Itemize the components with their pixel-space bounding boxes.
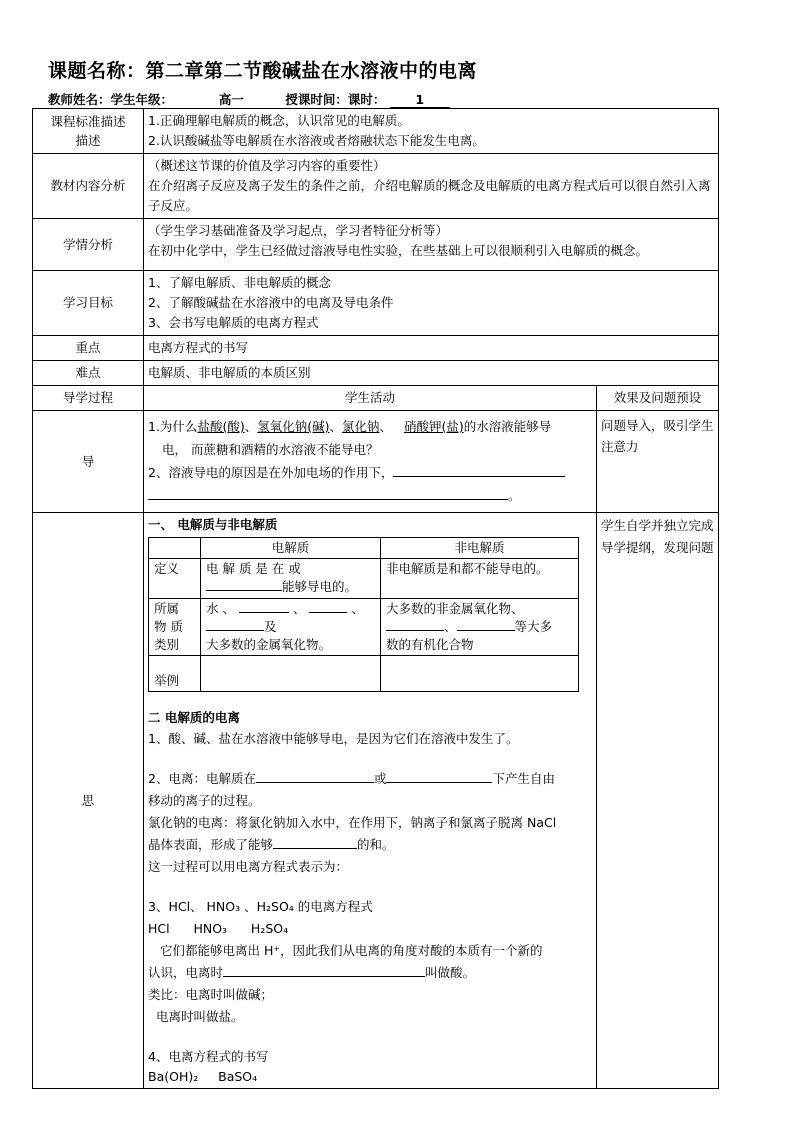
class-elec-line-3: 大多数的金属氧化物。 <box>206 637 332 652</box>
q2-end: 。 <box>508 488 521 503</box>
goal-1: 1、了解电解质、非电解质的概念 <box>148 275 331 290</box>
think-p8: 类比：电离时叫做碱； <box>148 987 274 1002</box>
table-class-nonelectrolyte <box>381 599 579 656</box>
row-difficulty <box>33 361 719 386</box>
goals-label: 学习目标 <box>33 271 144 336</box>
think-p5: 3、HCl、 HNO₃ 、H₂SO₄ 的电离方程式 <box>148 899 373 914</box>
p2-c: 下产生自由 <box>492 771 555 786</box>
content-line-2: 在介绍离子反应及离子发生的条件之前，介绍电解质的概念及电解质的电离方程式后可以很自然引入离子反应。 <box>148 178 711 213</box>
row-think <box>33 513 719 1089</box>
class-elec-blank-2[interactable] <box>309 612 347 613</box>
key-content: 电离方程式的书写 <box>144 336 719 361</box>
p3-c: 的和。 <box>357 837 395 852</box>
class-nonelec-blank-2[interactable] <box>457 630 515 631</box>
lesson-plan-table <box>32 108 719 1089</box>
row-key <box>33 336 719 361</box>
learner-line-2: 在初中化学中，学生已经做过溶液导电性实验，在些基础上可以很顺利引入电解质的概念。 <box>148 243 649 258</box>
page-title: 课题名称：第二章第二节酸碱盐在水溶液中的电离 <box>48 60 478 82</box>
class-elec-water: 水 、 <box>206 601 235 616</box>
think-p2-cont: 移动的离子的过程。 <box>148 793 261 808</box>
process-col-3: 效果及问题预设 <box>597 386 719 411</box>
think-note: 学生自学并独立完成导学提纲，发现问题 <box>597 513 719 1089</box>
row-goals <box>33 271 719 336</box>
def-elec-blank[interactable] <box>206 590 282 591</box>
think-p9: 电离时叫做盐。 <box>156 1009 244 1024</box>
class-nonelec-blank-1[interactable] <box>386 630 444 631</box>
class-elec-blank-3[interactable] <box>206 630 264 631</box>
section-1-title: 一、 电解质与非电解质 <box>148 517 278 532</box>
table-def-nonelectrolyte: 非电解质是和都不能导电的。 <box>381 559 579 599</box>
row-process-header <box>33 386 719 411</box>
think-p10: 4、电离方程式的书写 <box>148 1049 269 1064</box>
row-content <box>33 154 719 219</box>
think-p3-cont <box>148 834 592 856</box>
q1-tail: 的水溶液能够导 <box>463 419 552 434</box>
q1-base: 氢氧化钠(碱) <box>257 419 330 434</box>
class-elec-and: 及 <box>264 619 277 634</box>
standard-line-1: 1.正确理解电解质的概念，认识常见的电解质。 <box>148 113 410 128</box>
row-learner <box>33 219 719 271</box>
p7-b: 认识，电离时 <box>148 965 224 980</box>
think-p7-cont <box>148 962 592 984</box>
guide-label: 导 <box>33 411 144 513</box>
p2-blank-2[interactable] <box>386 782 492 783</box>
class-nonelec-tail: 等大多 <box>514 619 553 634</box>
think-p4: 这一过程可以用电离方程式表示为： <box>148 859 349 874</box>
table-class-label <box>149 599 201 656</box>
content-label: 教材内容分析 <box>33 154 144 219</box>
def-elec-line-1: 电 解 质 是 在 或 <box>206 561 301 576</box>
goal-3: 3、会书写电解质的电离方程式 <box>148 315 319 330</box>
guide-question-2-cont <box>148 484 592 507</box>
q2-blank-1[interactable] <box>393 476 565 477</box>
think-p3: 氯化钠的电离：将氯化钠加入水中，在作用下，钠离子和氯离子脱离 NaCl <box>148 815 557 830</box>
p3-blank[interactable] <box>273 848 357 849</box>
formula-hno3: HNO₃ <box>193 921 228 936</box>
lesson-meta <box>48 90 450 109</box>
difficulty-content: 电解质、非电解质的本质区别 <box>144 361 719 386</box>
table-example-nonelectrolyte[interactable] <box>381 656 579 692</box>
standard-line-2: 2.认识酸碱盐等电解质在水溶液或者熔融状态下能发生电离。 <box>148 133 485 148</box>
row-guide <box>33 411 719 513</box>
key-label: 重点 <box>33 336 144 361</box>
table-def-electrolyte <box>201 559 381 599</box>
def-elec-line-2 <box>206 578 375 596</box>
example-label-text: 举例 <box>154 673 180 688</box>
q1-salt-2: 硝酸钾(盐) <box>403 419 464 434</box>
guide-question-1-cont: 电， 而蔗糖和酒精的水溶液不能导电？ <box>162 442 379 457</box>
think-p2 <box>148 768 592 790</box>
goals-content <box>144 271 719 336</box>
grade-value: 高一 <box>177 90 285 109</box>
table-head-nonelectrolyte: 非电解质 <box>381 538 579 559</box>
formula-baoh2: Ba(OH)₂ <box>148 1069 199 1084</box>
q1-salt-1: 氯化钠 <box>342 419 380 434</box>
learner-label: 学情分析 <box>33 219 144 271</box>
difficulty-label: 难点 <box>33 361 144 386</box>
table-example-label <box>149 656 201 692</box>
p2-a: 2、电离：电解质在 <box>148 771 256 786</box>
q2-blank-2[interactable] <box>148 499 508 500</box>
content-line-1: （概述这节课的价值及学习内容的重要性） <box>148 158 386 173</box>
time-label: 授课时间： <box>285 92 348 107</box>
table-corner <box>149 538 201 559</box>
q1-prefix: 1.为什么 <box>148 419 198 434</box>
electrolyte-table <box>148 537 579 692</box>
learner-content <box>144 219 719 271</box>
period-value: 1 <box>390 92 450 108</box>
def-elec-tail: 能够导电的。 <box>282 579 358 594</box>
think-p1: 1、酸、碱、盐在水溶液中能够导电，是因为它们在溶液中发生了。 <box>148 731 519 746</box>
q2-text: 2、溶液导电的原因是在外加电场的作用下， <box>148 465 394 480</box>
goal-2: 2、了解酸碱盐在水溶液中的电离及导电条件 <box>148 295 394 310</box>
p7-c: 叫做酸。 <box>425 965 476 980</box>
class-elec-line-2 <box>206 618 375 636</box>
guide-note: 问题导入，吸引学生注意力 <box>597 411 719 513</box>
guide-question-2 <box>148 461 592 484</box>
class-elec-blank-1[interactable] <box>239 612 289 613</box>
p2-blank-1[interactable] <box>256 782 374 783</box>
class-nonelec-line-3: 数的有机化合物 <box>386 637 474 652</box>
period-label: 课时： <box>347 92 386 107</box>
think-label: 思 <box>33 513 144 1089</box>
q1-acid: 盐酸(酸) <box>197 419 245 434</box>
table-class-electrolyte <box>201 599 381 656</box>
p7-blank[interactable] <box>223 976 425 977</box>
process-col-1: 导学过程 <box>33 386 144 411</box>
content-content <box>144 154 719 219</box>
class-label-2: 物 质 <box>154 619 183 634</box>
table-example-electrolyte[interactable] <box>201 656 381 692</box>
class-elec-line-1: 水 、 、 、 <box>206 601 364 616</box>
class-nonelec-line-1: 大多数的非金属氧化物、 <box>386 601 524 616</box>
learner-line-1: （学生学习基础准备及学习起点，学习者特征分析等） <box>148 223 449 238</box>
teacher-label: 教师姓名： <box>48 92 111 107</box>
table-def-label: 定义 <box>149 559 201 599</box>
formula-hcl: HCl <box>148 921 170 936</box>
grade-label: 学生年级： <box>110 92 174 107</box>
think-content <box>144 513 597 1089</box>
think-p7: 它们都能够电离出 H⁺，因此我们从电离的角度对酸的本质有一个新的 <box>160 943 543 958</box>
class-label-1: 所属 <box>154 601 180 616</box>
table-head-electrolyte: 电解质 <box>201 538 381 559</box>
section-2-title: 二 电解质的电离 <box>148 710 240 725</box>
p2-b: 或 <box>373 771 387 786</box>
class-nonelec-line-2: 、 等大多 <box>386 618 573 636</box>
process-col-2: 学生活动 <box>144 386 597 411</box>
class-label-3: 类别 <box>154 637 180 652</box>
think-p6 <box>148 918 592 940</box>
p3-b: 晶体表面，形成了能够 <box>148 837 274 852</box>
formula-h2so4: H₂SO₄ <box>250 921 289 936</box>
standard-label: 课程标准描述 描述 <box>33 109 144 154</box>
guide-content <box>144 411 597 513</box>
standard-content <box>144 109 719 154</box>
think-p11 <box>148 1068 592 1086</box>
formula-baso4: BaSO₄ <box>218 1069 258 1084</box>
guide-question-1: 1.为什么盐酸(酸)、氢氧化钠(碱)、氯化钠、 硝酸钾(盐)的水溶液能够导 <box>148 419 552 434</box>
row-standard <box>33 109 719 154</box>
